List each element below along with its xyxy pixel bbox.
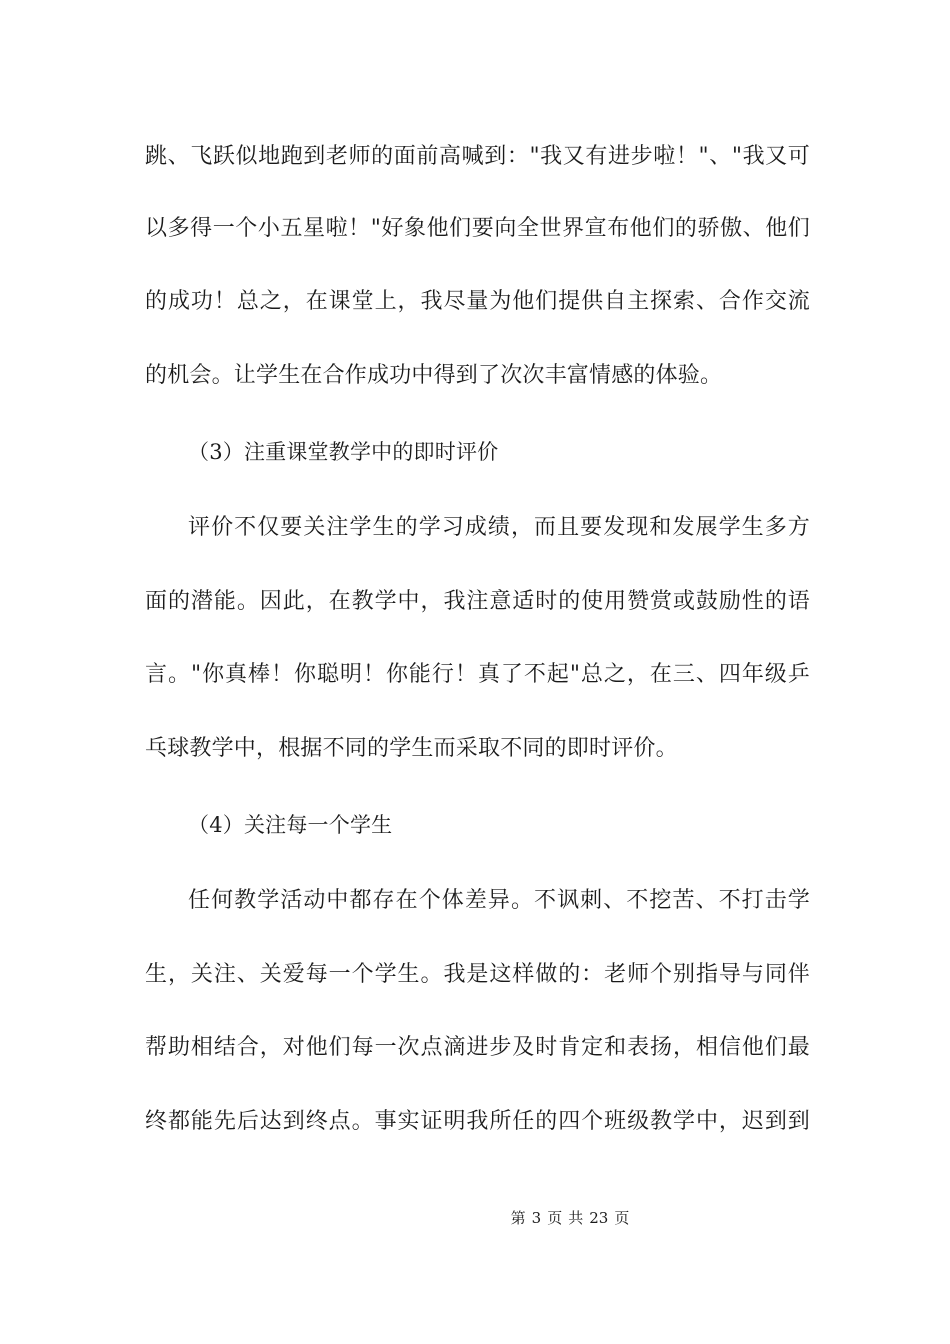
body-text-line: 帮助相结合，对他们每一次点滴进步及时肯定和表扬，相信他们最	[145, 1035, 810, 1060]
body-text-line: 乓球教学中，根据不同的学生而采取不同的即时评价。	[145, 736, 678, 761]
body-text-line: 的成功！总之，在课堂上，我尽量为他们提供自主探索、合作交流	[145, 289, 810, 314]
footer-prefix: 第	[510, 1209, 526, 1227]
body-text-line: 终都能先后达到终点。事实证明我所任的四个班级教学中，迟到到	[145, 1109, 810, 1134]
body-text-line: 面的潜能。因此，在教学中，我注意适时的使用赞赏或鼓励性的语	[145, 589, 810, 614]
section-heading: （3）注重课堂教学中的即时评价	[188, 440, 499, 464]
section-heading: （4）关注每一个学生	[188, 813, 393, 837]
page-footer	[0, 1208, 950, 1228]
body-text-line: 任何教学活动中都存在个体差异。不讽刺、不挖苦、不打击学	[188, 888, 810, 913]
body-text-line: 言。"你真棒！你聪明！你能行！真了不起"总之，在三、四年级乒	[145, 662, 810, 687]
body-text-line: 评价不仅要关注学生的学习成绩，而且要发现和发展学生多方	[188, 515, 810, 540]
footer-page-word: 页	[547, 1209, 563, 1227]
body-text-line: 生，关注、关爱每一个学生。我是这样做的：老师个别指导与同伴	[145, 962, 810, 987]
footer-total-pages: 23	[589, 1209, 609, 1227]
footer-suffix: 页	[614, 1209, 630, 1227]
body-text-line: 的机会。让学生在合作成功中得到了次次丰富情感的体验。	[145, 363, 723, 388]
body-text-line: 跳、飞跃似地跑到老师的面前高喊到："我又有进步啦！"、"我又可	[145, 144, 810, 169]
footer-total-word: 共	[568, 1209, 584, 1227]
footer-page-number: 3	[531, 1209, 542, 1227]
body-text-line: 以多得一个小五星啦！"好象他们要向全世界宣布他们的骄傲、他们	[145, 216, 810, 241]
